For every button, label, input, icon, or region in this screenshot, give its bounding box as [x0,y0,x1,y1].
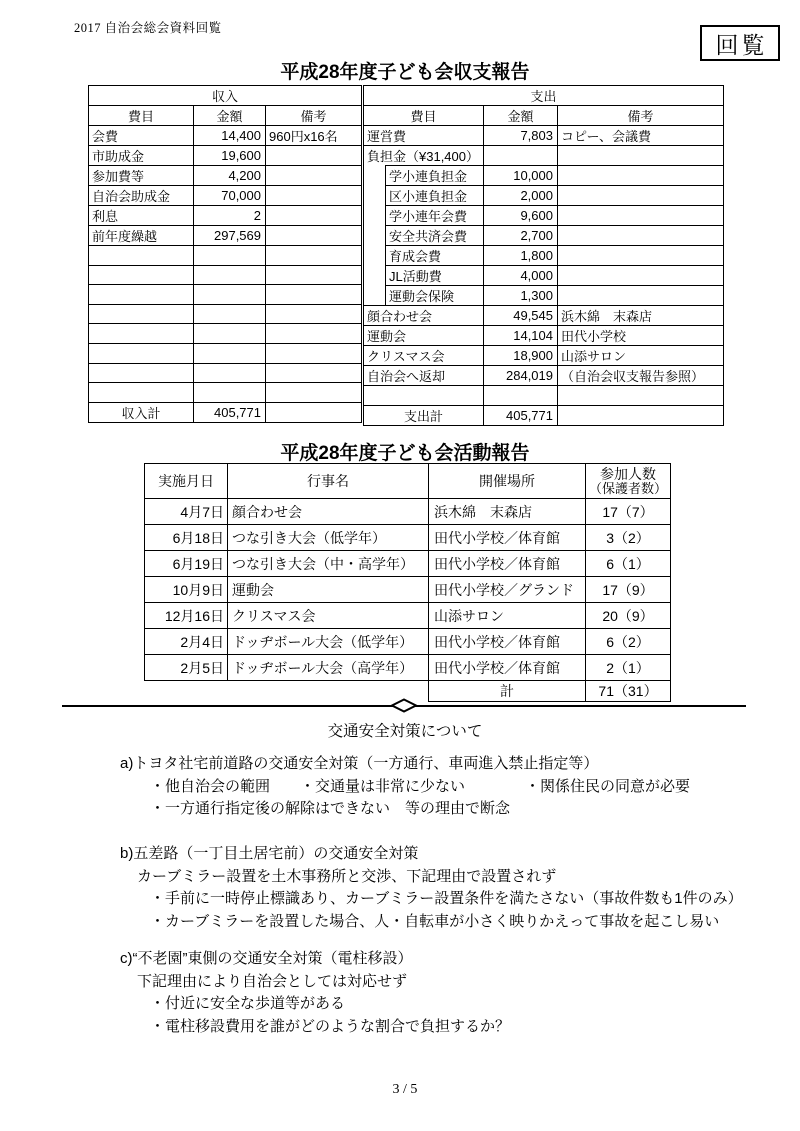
amount-cell [194,285,266,305]
place-cell: 田代小学校／体育館 [429,525,586,551]
header-note: 2017 自治会総会資料回覧 [74,21,222,35]
section-c-heading: c)“不老園”東側の交通安全対策（電柱移設） [120,950,413,967]
note-cell [558,246,724,266]
expense-caption: 支出 [364,86,724,106]
table-row [145,525,671,551]
item-cell: 学小連年会費 [386,206,484,226]
amount-cell [194,265,266,285]
table-row [364,306,724,326]
note-cell [558,286,724,306]
activity-header-event: 行事名 [228,464,429,499]
table-row [364,86,724,106]
item-cell [89,246,194,266]
note-cell [558,186,724,206]
income-total-amount: 405,771 [194,402,266,422]
item-cell: 会費 [89,126,194,146]
event-cell: ドッヂボール大会（低学年） [228,629,429,655]
note-cell [558,166,724,186]
table-row income-total-row [89,402,362,422]
item-cell [364,386,484,406]
participants-header-line2: （保護者数） [588,481,667,496]
note-cell [558,146,724,166]
table-row [89,126,362,146]
page-number: 3 / 5 [392,1082,418,1097]
amount-cell: 1,300 [484,286,558,306]
item-cell: 運動会 [364,326,484,346]
participants-cell: 6（1） [586,551,671,577]
income-header-note: 備考 [266,106,362,126]
amount-cell: 19,600 [194,146,266,166]
table-row [89,324,362,344]
activity-header-place: 開催場所 [429,464,586,499]
note-cell [266,206,362,226]
safety-section-a [0,753,800,821]
date-cell: 2月4日 [145,629,228,655]
amount-cell [194,324,266,344]
date-cell: 6月18日 [145,525,228,551]
place-cell: 田代小学校／体育館 [429,655,586,681]
amount-cell [484,146,558,166]
item-cell: 顔合わせ会 [364,306,484,326]
table-row [89,86,362,106]
table-row [89,146,362,166]
place-cell: 田代小学校／体育館 [429,551,586,577]
item-cell: JL活動費 [386,266,484,286]
table-row [89,343,362,363]
table-row expense-total-row [364,405,724,425]
item-cell: 自治会へ返却 [364,366,484,386]
amount-cell: 2 [194,206,266,226]
note-cell: 田代小学校 [558,326,724,346]
amount-cell: 284,019 [484,366,558,386]
activity-report-title: 平成28年度子ども会活動報告 [280,443,530,464]
place-cell: 田代小学校／グランド [429,577,586,603]
item-cell: 学小連負担金 [386,166,484,186]
note-cell [266,166,362,186]
table-row [89,363,362,383]
item-cell [89,304,194,324]
note-cell [558,386,724,406]
amount-cell: 49,545 [484,306,558,326]
section-c-line: 下記理由により自治会としては対応せず [137,972,408,990]
note-cell [558,266,724,286]
table-row [364,286,724,306]
amount-cell: 70,000 [194,186,266,206]
amount-cell: 2,700 [484,226,558,246]
spacer-cell [145,681,429,702]
section-c-line: ・電柱移設費用を誰がどのような割合で負担するか？ [150,1017,511,1035]
income-total-label: 収入計 [89,402,194,422]
table-row [89,206,362,226]
note-cell: （自治会収支報告参照） [558,366,724,386]
item-cell: 自治会助成金 [89,186,194,206]
table-row [364,106,724,126]
item-cell [89,285,194,305]
section-a-line: ・一方通行指定後の解除はできない 等の理由で断念 [150,800,511,817]
amount-cell [194,383,266,403]
event-cell: クリスマス会 [228,603,429,629]
participants-header-line1: 参加人数 [600,466,656,482]
note-cell [558,226,724,246]
amount-cell [484,386,558,406]
item-cell: 区小連負担金 [386,186,484,206]
amount-cell: 1,800 [484,246,558,266]
section-c-line: ・付近に安全な歩道等がある [150,995,346,1012]
table-row [364,126,724,146]
item-cell: 育成会費 [386,246,484,266]
note-cell [266,226,362,246]
section-b-line: ・カーブミラーを設置した場合、人・自転車が小さく映りかえって事故を起こし易い [150,912,720,930]
date-cell: 12月16日 [145,603,228,629]
section-a-line: ・他自治会の範囲 ・交通量は非常に少ない ・関係住民の同意が必要 [150,777,691,795]
table-row [364,206,724,226]
place-cell: 山添サロン [429,603,586,629]
note-cell [266,324,362,344]
item-cell [89,363,194,383]
table-row [89,166,362,186]
table-row [145,603,671,629]
note-cell [558,206,724,226]
table-row [364,266,724,286]
note-cell [266,246,362,266]
note-cell [266,343,362,363]
income-table [88,85,362,423]
event-cell: つな引き大会（低学年） [228,525,429,551]
participants-cell: 6（2） [586,629,671,655]
table-row [89,186,362,206]
amount-cell: 14,400 [194,126,266,146]
table-row [145,464,671,499]
item-cell: 運動会保険 [386,286,484,306]
amount-cell [194,304,266,324]
table-row [89,246,362,266]
expense-total-amount: 405,771 [484,405,558,425]
note-cell: コピー、会議費 [558,126,724,146]
note-cell [266,285,362,305]
event-cell: つな引き大会（中・高学年） [228,551,429,577]
amount-cell [194,246,266,266]
table-row [89,106,362,126]
amount-cell [194,343,266,363]
item-cell: 参加費等 [89,166,194,186]
item-cell [89,343,194,363]
item-cell: 安全共済会費 [386,226,484,246]
note-cell [266,383,362,403]
table-row [364,346,724,366]
amount-cell: 297,569 [194,226,266,246]
table-row [364,246,724,266]
note-cell: 浜木綿 末森店 [558,306,724,326]
note-cell [266,363,362,383]
table-row [145,499,671,525]
table-row [364,166,724,186]
table-row [364,366,724,386]
amount-cell: 9,600 [484,206,558,226]
table-row [89,304,362,324]
table-row [364,226,724,246]
note-cell [266,146,362,166]
note-cell [558,405,724,425]
table-row [145,577,671,603]
expense-header-note: 備考 [558,106,724,126]
table-row [364,386,724,406]
date-cell: 2月5日 [145,655,228,681]
amount-cell: 18,900 [484,346,558,366]
date-cell: 10月9日 [145,577,228,603]
date-cell: 6月19日 [145,551,228,577]
event-cell: ドッヂボール大会（高学年） [228,655,429,681]
item-cell: クリスマス会 [364,346,484,366]
note-cell [266,186,362,206]
section-b-line: ・手前に一時停止標識あり、カーブミラー設置条件を満たさない（事故件数も1件のみ） [150,890,743,907]
event-cell: 運動会 [228,577,429,603]
expense-header-item: 費目 [364,106,484,126]
circulation-stamp [700,25,780,61]
note-cell [266,265,362,285]
item-cell: 利息 [89,206,194,226]
income-caption: 収入 [89,86,362,106]
income-header-amount: 金額 [194,106,266,126]
table-row [89,226,362,246]
safety-section-b [0,843,800,933]
item-cell [89,324,194,344]
budget-report-title: 平成28年度子ども会収支報告 [280,62,530,83]
income-header-item: 費目 [89,106,194,126]
indent-cell [364,166,386,306]
place-cell: 田代小学校／体育館 [429,629,586,655]
amount-cell: 7,803 [484,126,558,146]
activity-header-participants [586,464,671,499]
place-cell: 浜木綿 末森店 [429,499,586,525]
note-cell: 山添サロン [558,346,724,366]
circulation-stamp-label: 回覧 [715,31,768,58]
table-row [364,186,724,206]
table-row [364,146,724,166]
participants-cell: 20（9） [586,603,671,629]
item-cell: 運営費 [364,126,484,146]
section-b-heading: b)五差路（一丁目土居宅前）の交通安全対策 [120,845,419,862]
participants-cell: 3（2） [586,525,671,551]
note-cell [266,304,362,324]
participants-cell: 17（7） [586,499,671,525]
table-row [364,326,724,346]
amount-cell: 14,104 [484,326,558,346]
note-cell: 960円x16名 [266,126,362,146]
item-cell: 前年度繰越 [89,226,194,246]
safety-section-title: 交通安全対策について [327,723,483,740]
amount-cell: 4,000 [484,266,558,286]
table-row [89,265,362,285]
amount-cell [194,363,266,383]
section-b-line: カーブミラー設置を土木事務所と交渉、下記理由で設置されず [137,867,557,885]
participants-cell: 2（1） [586,655,671,681]
safety-section-c [0,948,800,1038]
expense-total-label: 支出計 [364,405,484,425]
amount-cell: 2,000 [484,186,558,206]
item-cell [89,265,194,285]
date-cell: 4月7日 [145,499,228,525]
item-cell: 市助成金 [89,146,194,166]
activity-total-participants: 71（31） [586,681,671,702]
item-cell-group: 負担金（¥31,400） [364,146,484,166]
expense-header-amount: 金額 [484,106,558,126]
table-row [145,551,671,577]
table-row [145,629,671,655]
table-row [89,285,362,305]
item-cell [89,383,194,403]
table-row [89,383,362,403]
amount-cell: 10,000 [484,166,558,186]
section-a-heading: a)トヨタ社宅前道路の交通安全対策（一方通行、車両進入禁止指定等） [120,755,599,772]
expense-table [363,85,724,426]
divider-diamond-icon [390,698,418,713]
note-cell [266,402,362,422]
table-row [145,655,671,681]
event-cell: 顔合わせ会 [228,499,429,525]
participants-cell: 17（9） [586,577,671,603]
activity-table [144,463,671,702]
amount-cell: 4,200 [194,166,266,186]
activity-total-label: 計 [429,681,586,702]
activity-header-date: 実施月日 [145,464,228,499]
